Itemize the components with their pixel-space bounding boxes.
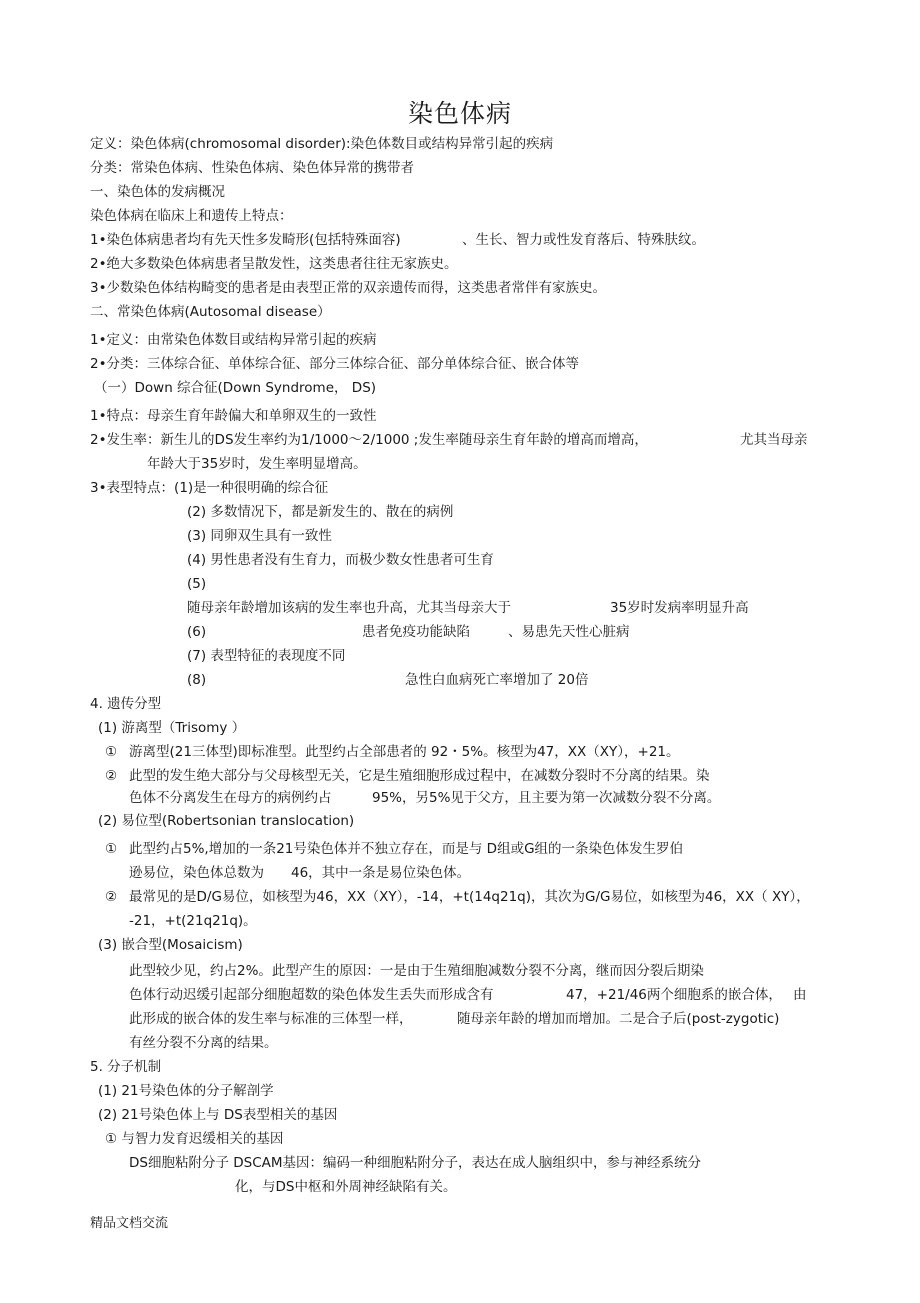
list-marker: ② <box>105 889 118 905</box>
text-line: (3) 同卵双生具有一致性 <box>187 528 332 544</box>
text-line: 色体不分离发生在母方的病例约占 <box>129 790 332 806</box>
section-heading: 5. 分子机制 <box>90 1059 162 1075</box>
text-line: 化，与DS中枢和外周神经缺陷有关。 <box>235 1179 457 1195</box>
text-line: 3•少数染色体结构畸变的患者是由表型正常的双亲遗传而得，这类患者常伴有家族史。 <box>90 280 607 296</box>
text-line: 逊易位，染色体总数为 <box>129 865 264 881</box>
text-line: 游离型(21三体型)即标准型。此型约占全部患者的 92・5%。核型为47，XX（XY），+21。 <box>129 744 680 760</box>
text-line: 2•发生率：新生儿的DS发生率约为1/1000～2/1000 ;发生率随母亲生育年龄的增高而增高， <box>90 432 648 448</box>
text-line: 急性白血病死亡率增加了 20倍 <box>405 672 589 688</box>
text-line: 随母亲年龄增加该病的发生率也升高，尤其当母亲大于 <box>187 600 511 616</box>
page-title: 染色体病 <box>407 99 512 128</box>
text-line: 1•染色体病患者均有先天性多发畸形(包括特殊面容) <box>90 232 401 248</box>
text-line: 尤其当母亲 <box>740 432 808 448</box>
text-line: 年龄大于35岁时，发生率明显增高。 <box>147 456 367 472</box>
list-marker: ② <box>105 768 118 784</box>
text-line: (7) 表型特征的表现度不同 <box>187 648 346 664</box>
text-line: 46，其中一条是易位染色体。 <box>291 865 471 881</box>
text-line: 有丝分裂不分离的结果。 <box>129 1035 278 1051</box>
text-line: 此形成的嵌合体的发生率与标准的三体型一样， <box>129 1011 413 1027</box>
list-marker: ① <box>105 744 118 760</box>
subsection-heading: (2) 21号染色体上与 DS表型相关的基因 <box>98 1107 338 1123</box>
text-line: 一、染色体的发病概况 <box>90 184 225 200</box>
text-line: 由 <box>793 987 807 1003</box>
text-line: DS细胞粘附分子 DSCAM基因：编码一种细胞粘附分子，表达在成人脑组织中，参与神经系统分 <box>129 1155 702 1171</box>
text-line: 、生长、智力或性发育落后、特殊肤纹。 <box>462 232 705 248</box>
text-line: 47，+21/46两个细胞系的嵌合体， <box>566 987 782 1003</box>
text-line: 最常见的是D/G易位，如核型为46，XX（XY），-14，+t(14q21q)，其次为G/G易位，如核型为46，XX（ XY）， <box>129 889 810 905</box>
list-marker: ① <box>105 841 118 857</box>
subsection-heading: (3) 嵌合型(Mosaicism) <box>98 937 243 953</box>
section-heading: （一）Down 综合征(Down Syndrome， DS) <box>94 380 377 396</box>
subsection-heading: (1) 游离型（Trisomy ） <box>98 720 246 736</box>
text-line: 随母亲年龄的增加而增加。二是合子后(post-zygotic) <box>457 1011 780 1027</box>
text-line: 色体行动迟缓引起部分细胞超数的染色体发生丢失而形成含有 <box>129 987 494 1003</box>
text-line: 2•绝大多数染色体病患者呈散发性，这类患者往往无家族史。 <box>90 256 458 272</box>
section-heading: 4. 遗传分型 <box>90 696 162 712</box>
text-line: (2) 多数情况下，都是新发生的、散在的病例 <box>187 504 454 520</box>
text-line: 95%，另5%见于父方，且主要为第一次减数分裂不分离。 <box>372 790 721 806</box>
text-line: 此型的发生绝大部分与父母核型无关，它是生殖细胞形成过程中，在减数分裂时不分离的结果。染 <box>129 768 710 784</box>
section-heading: 二、常染色体病(Autosomal disease） <box>90 304 331 320</box>
text-line: 此型较少见，约占2%。此型产生的原因：一是由于生殖细胞减数分裂不分离，继而因分裂后期染 <box>129 963 704 979</box>
text-line: 2•分类：三体综合征、单体综合征、部分三体综合征、部分单体综合征、嵌合体等 <box>90 356 580 372</box>
text-line: 定义：染色体病(chromosomal disorder):染色体数目或结构异常引起的疾病 <box>90 136 554 152</box>
text-line: ① 与智力发育迟缓相关的基因 <box>105 1131 284 1147</box>
subsection-heading: (1) 21号染色体的分子解剖学 <box>98 1083 274 1099</box>
text-line: 染色体病在临床上和遗传上特点： <box>90 208 293 224</box>
text-line: 此型约占5%,增加的一条21号染色体并不独立存在，而是与 D组或G组的一条染色体发生罗伯 <box>129 841 684 857</box>
text-line: 1•定义：由常染色体数目或结构异常引起的疾病 <box>90 332 377 348</box>
text-line: -21，+t(21q21q)。 <box>129 913 257 929</box>
subsection-heading: (2) 易位型(Robertsonian translocation) <box>98 813 355 829</box>
text-line: (8) <box>187 672 207 688</box>
text-line: (6) <box>187 624 207 640</box>
text-line: 分类：常染色体病、性染色体病、染色体异常的携带者 <box>90 160 414 176</box>
page-footer: 精品文档交流 <box>90 1216 169 1231</box>
text-line: 1•特点：母亲生育年龄偏大和单卵双生的一致性 <box>90 408 377 424</box>
text-line: 35岁时发病率明显升高 <box>610 600 749 616</box>
text-line: (5) <box>187 576 207 592</box>
text-line: (4) 男性患者没有生育力，而极少数女性患者可生育 <box>187 552 494 568</box>
text-line: 患者免疫功能缺陷 <box>362 624 470 640</box>
text-line: 、易患先天性心脏病 <box>508 624 630 640</box>
text-line: 3•表型特点：(1)是一种很明确的综合征 <box>90 480 329 496</box>
